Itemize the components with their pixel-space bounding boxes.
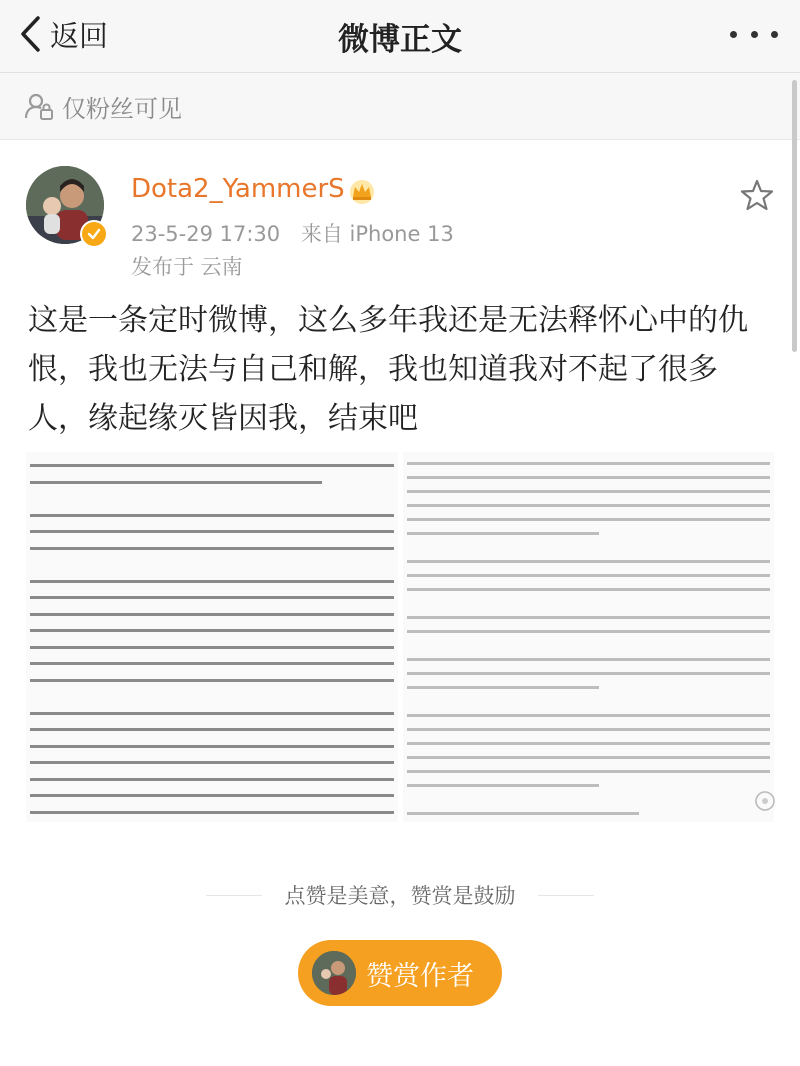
image-text-line — [407, 672, 770, 675]
image-text-line — [30, 646, 394, 649]
more-button[interactable] — [730, 22, 778, 46]
image-text-line — [407, 686, 599, 689]
top-nav-bar — [0, 0, 800, 73]
image-text-line — [30, 745, 394, 748]
image-text-line — [30, 778, 394, 781]
post-time: 23-5-29 17:30 — [131, 222, 281, 246]
star-icon[interactable] — [740, 178, 774, 212]
reward-cta-text: 点赞是美意，赞赏是鼓励 — [284, 884, 516, 908]
image-text-line — [407, 518, 770, 521]
post-image-1[interactable] — [26, 452, 398, 822]
image-text-line — [407, 616, 770, 619]
reward-avatar — [312, 951, 356, 995]
post-text: 这是一条定时微博，这么多年我还是无法释怀心中的仇恨，我也无法与自己和解，我也知道我对不起了很多人，缘起缘灭皆因我，结束吧 — [28, 303, 748, 436]
image-text-line — [407, 658, 770, 661]
image-text-line — [30, 679, 394, 682]
image-text-line — [30, 596, 394, 599]
back-button[interactable] — [18, 12, 108, 56]
image-text-line — [30, 481, 322, 484]
visibility-bar — [0, 73, 800, 140]
image-text-line — [407, 770, 770, 773]
image-text-line — [30, 662, 394, 665]
image-text-line — [30, 580, 394, 583]
post-image-2[interactable] — [403, 452, 774, 822]
image-text-line — [30, 811, 394, 814]
image-text-line — [30, 613, 394, 616]
post-card — [0, 140, 800, 1066]
reward-author-button[interactable] — [298, 940, 502, 1006]
post-meta — [131, 218, 468, 248]
image-text-line — [407, 756, 770, 759]
image-text-line — [407, 490, 770, 493]
image-text-line — [407, 504, 770, 507]
image-text-line — [407, 784, 599, 787]
username[interactable]: Dota2_YammerS — [131, 174, 345, 204]
image-text-line — [30, 794, 394, 797]
post-source: 来自 iPhone 13 — [300, 222, 454, 246]
image-text-line — [407, 714, 770, 717]
image-text-line — [30, 761, 394, 764]
image-text-line — [30, 547, 394, 550]
crown-icon — [348, 178, 376, 204]
more-icon — [730, 31, 737, 38]
image-text-line — [407, 560, 770, 563]
image-text-line — [30, 514, 394, 517]
weibo-watermark-icon — [754, 790, 776, 812]
image-text-line — [30, 464, 394, 467]
image-text-line — [30, 629, 394, 632]
image-text-line — [407, 630, 770, 633]
back-chevron-icon — [18, 14, 44, 54]
reward-button-label: 赞赏作者 — [366, 960, 474, 992]
image-text-line — [407, 574, 770, 577]
lock-person-icon — [24, 91, 54, 121]
image-text-line — [407, 728, 770, 731]
scrollbar[interactable] — [792, 80, 797, 352]
image-text-line — [407, 812, 639, 815]
visibility-label: 仅粉丝可见 — [62, 94, 182, 123]
image-text-line — [407, 462, 770, 465]
image-text-line — [407, 476, 770, 479]
cta-divider-right — [538, 895, 594, 896]
image-text-line — [407, 742, 770, 745]
image-text-line — [407, 588, 770, 591]
image-text-line — [30, 728, 394, 731]
verified-badge-icon — [80, 220, 108, 248]
image-text-line — [30, 530, 394, 533]
post-location: 发布于 云南 — [131, 255, 243, 279]
image-text-line — [30, 712, 394, 715]
back-label: 返回 — [50, 18, 109, 53]
image-text-line — [407, 532, 599, 535]
page-title: 微博正文 — [338, 22, 462, 58]
